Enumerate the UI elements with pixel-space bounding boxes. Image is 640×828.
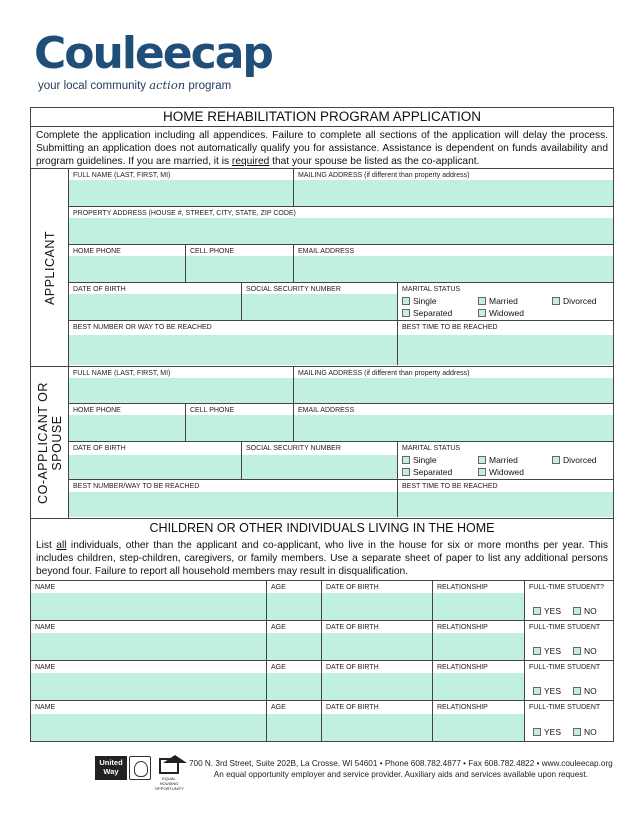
member-dob-label: DATE OF BIRTH [326,584,379,591]
applicant-cell-phone-field[interactable] [186,256,293,282]
coapplicant-dob-field[interactable] [69,455,241,479]
equal-housing-icon: EQUAL HOUSING OPPORTUNITY [155,756,183,780]
member-student-no-checkbox[interactable] [573,728,581,736]
member-age-field[interactable] [267,673,321,700]
applicant-full-name-label: FULL NAME (LAST, FIRST, MI) [73,172,171,179]
member-relationship-field[interactable] [433,673,524,700]
applicant-email-label: EMAIL ADDRESS [298,248,355,255]
member-student-no-checkbox[interactable] [573,647,581,655]
coapplicant-widowed-checkbox[interactable] [478,468,486,476]
couleecap-logo [34,28,274,94]
member-relationship-label: RELATIONSHIP [437,584,488,591]
coapplicant-email-label: EMAIL ADDRESS [298,407,355,414]
applicant-divorced-checkbox[interactable] [552,297,560,305]
applicant-home-phone-field[interactable] [69,256,185,282]
applicant-full-name-field[interactable] [69,180,293,206]
member-dob-label: DATE OF BIRTH [326,704,379,711]
coapplicant-married-checkbox[interactable] [478,456,486,464]
coapplicant-best-time-field[interactable] [398,492,613,517]
member-student-label: FULL-TIME STUDENT [529,704,601,711]
household-member-row [31,701,613,741]
member-relationship-field[interactable] [433,593,524,620]
member-name-field[interactable] [31,714,266,741]
coapplicant-single-checkbox[interactable] [402,456,410,464]
member-student-options: YES NO [533,606,597,616]
coapplicant-separated-checkbox[interactable] [402,468,410,476]
coapplicant-cell-phone-field[interactable] [186,415,293,441]
member-age-field[interactable] [267,633,321,660]
member-name-label: NAME [35,704,56,711]
household-members-title: CHILDREN OR OTHER INDIVIDUALS LIVING IN THE HOME [149,521,495,535]
household-member-row [31,621,613,661]
member-name-label: NAME [35,664,56,671]
member-age-field[interactable] [267,593,321,620]
intro-text: Complete the application including all appendices. Failure to complete all sections of the application will delay the process. Submitting an application does not automatically qualify you for assistance. Assistance is dependent on funds availability and program guidelines. If you are married, it is required that your spouse be listed as the co-applicant. [31,127,613,169]
applicant-side-label: APPLICANT [42,230,57,305]
member-student-yes-checkbox[interactable] [533,687,541,695]
coapplicant-marital-options: Single Married Divorced Separated Widowed [402,454,613,478]
member-student-label: FULL-TIME STUDENT [529,664,601,671]
form-title: HOME REHABILITATION PROGRAM APPLICATION [31,108,613,127]
member-age-label: AGE [271,584,286,591]
coapplicant-side-label: CO-APPLICANT OR SPOUSE [35,381,64,504]
member-dob-label: DATE OF BIRTH [326,624,379,631]
coapplicant-marital-status-label: MARITAL STATUS [402,445,461,452]
footer-address: 700 N. 3rd Street, Suite 202B, La Crosse, WI 54601 • Phone 608.782.4877 • Fax 608.782.4822 • www.couleecap.org An equal opportunity employer and service provider. Auxiliary aids and services available upon request. [189,759,613,779]
footer [95,756,613,791]
member-student-options: YES NO [533,646,597,656]
coapplicant-best-number-field[interactable] [69,492,397,517]
member-student-options: YES NO [533,727,597,737]
applicant-section [31,169,613,367]
applicant-property-address-label: PROPERTY ADDRESS (HOUSE #, STREET, CITY, STATE, ZIP CODE) [73,210,296,217]
applicant-cell-phone-label: CELL PHONE [190,248,235,255]
applicant-marital-options: Single Married Divorced Separated Widowed [402,295,613,319]
coapplicant-section [31,367,613,519]
coapplicant-ssn-label: SOCIAL SECURITY NUMBER [246,445,341,452]
member-dob-field[interactable] [322,593,432,620]
applicant-home-phone-label: HOME PHONE [73,248,121,255]
coapplicant-mailing-address-label: MAILING ADDRESS (if different than property address) [298,370,470,377]
applicant-best-time-field[interactable] [398,335,613,365]
united-way-hand-icon [129,756,151,780]
coapplicant-best-number-label: BEST NUMBER/WAY TO BE REACHED [73,483,200,490]
household-members-section [31,519,613,741]
member-relationship-label: RELATIONSHIP [437,624,488,631]
applicant-dob-label: DATE OF BIRTH [73,286,126,293]
member-dob-label: DATE OF BIRTH [326,664,379,671]
member-student-yes-checkbox[interactable] [533,607,541,615]
member-student-no-checkbox[interactable] [573,687,581,695]
coapplicant-email-field[interactable] [294,415,613,441]
member-student-options: YES NO [533,686,597,696]
applicant-ssn-label: SOCIAL SECURITY NUMBER [246,286,341,293]
coapplicant-home-phone-label: HOME PHONE [73,407,121,414]
household-member-row [31,661,613,701]
logo-wordmark: Couleecap [34,28,272,79]
member-relationship-label: RELATIONSHIP [437,704,488,711]
united-way-logo: United Way [95,756,127,780]
member-student-label: FULL-TIME STUDENT [529,624,601,631]
member-name-label: NAME [35,584,56,591]
member-student-yes-checkbox[interactable] [533,728,541,736]
applicant-separated-checkbox[interactable] [402,309,410,317]
coapplicant-full-name-field[interactable] [69,378,293,403]
member-student-no-checkbox[interactable] [573,607,581,615]
applicant-dob-field[interactable] [69,294,241,320]
coapplicant-divorced-checkbox[interactable] [552,456,560,464]
coapplicant-full-name-label: FULL NAME (LAST, FIRST, MI) [73,370,171,377]
member-name-field[interactable] [31,673,266,700]
applicant-marital-status-label: MARITAL STATUS [402,286,461,293]
member-student-label: FULL-TIME STUDENT? [529,584,605,591]
member-age-label: AGE [271,664,286,671]
applicant-married-checkbox[interactable] [478,297,486,305]
household-members-intro: List all individuals, other than the applicant and co-applicant, who live in the house for six or more months per year. This includes children, step-children, caregivers, or family members. Use a separate sheet of paper to list any additional persons beyond four. Failure to report all household members may result in disqualification. [31,539,613,581]
coapplicant-dob-label: DATE OF BIRTH [73,445,126,452]
application-form [30,107,614,742]
applicant-single-checkbox[interactable] [402,297,410,305]
member-dob-field[interactable] [322,714,432,741]
member-age-label: AGE [271,624,286,631]
member-dob-field[interactable] [322,673,432,700]
member-name-field[interactable] [31,633,266,660]
applicant-mailing-address-label: MAILING ADDRESS (if different than property address) [298,172,470,179]
household-member-row [31,581,613,621]
applicant-ssn-field[interactable] [242,294,397,320]
member-name-field[interactable] [31,593,266,620]
member-name-label: NAME [35,624,56,631]
applicant-mailing-address-field[interactable] [294,180,613,206]
applicant-best-time-label: BEST TIME TO BE REACHED [402,324,498,331]
coapplicant-mailing-address-field[interactable] [294,378,613,403]
member-age-label: AGE [271,704,286,711]
coapplicant-ssn-field[interactable] [242,455,397,479]
coapplicant-home-phone-field[interactable] [69,415,185,441]
logo-tagline: your local community action program [38,78,232,92]
member-relationship-label: RELATIONSHIP [437,664,488,671]
member-relationship-field[interactable] [433,714,524,741]
coapplicant-best-time-label: BEST TIME TO BE REACHED [402,483,498,490]
applicant-property-address-field[interactable] [69,218,613,244]
member-relationship-field[interactable] [433,633,524,660]
applicant-email-field[interactable] [294,256,613,282]
member-age-field[interactable] [267,714,321,741]
member-student-yes-checkbox[interactable] [533,647,541,655]
applicant-best-number-field[interactable] [69,335,397,365]
member-dob-field[interactable] [322,633,432,660]
applicant-widowed-checkbox[interactable] [478,309,486,317]
coapplicant-cell-phone-label: CELL PHONE [190,407,235,414]
applicant-best-number-label: BEST NUMBER OR WAY TO BE REACHED [73,324,212,331]
